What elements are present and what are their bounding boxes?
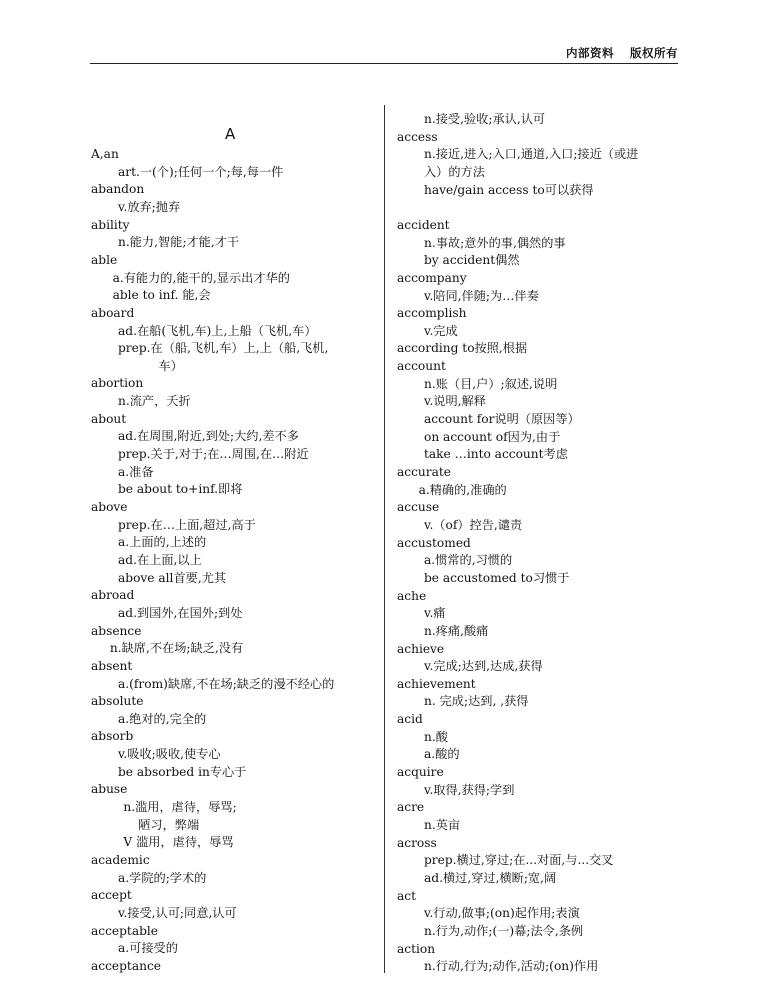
entry-definition: v.（of）控告,谴责	[424, 517, 523, 532]
entry-headword: abortion	[91, 376, 144, 391]
entry-headword: accident	[397, 217, 450, 232]
entry-definition: a.上面的,上述的	[118, 535, 207, 550]
entry-definition: have/gain access to可以获得	[424, 182, 594, 197]
entry-definition: n.账（目,户）;叙述,说明	[424, 376, 558, 391]
entry-definition: prep.在…上面,超过,高于	[118, 517, 256, 532]
entry-headword: abroad	[91, 588, 135, 603]
entry-headword: acre	[397, 800, 425, 815]
entry-headword: accurate	[397, 465, 451, 479]
entry-definition: by accident偶然	[424, 253, 520, 268]
entry-headword: acid	[397, 712, 423, 727]
entry-headword: accuse	[397, 500, 440, 515]
entry-definition: n. 完成;达到, ,获得	[424, 694, 529, 709]
entry-definition: a.有能力的,能干的,显示出才华的	[112, 270, 290, 285]
entry-definition: n.英亩	[424, 818, 461, 832]
header-copyright: 版权所有	[630, 46, 678, 60]
entry-definition: ad.在周围,附近,到处;大约,差不多	[118, 429, 299, 444]
entry-definition: n.行为,动作;(一)幕;法令,条例	[424, 923, 584, 938]
entry-definition: v.完成	[424, 323, 458, 338]
entry-definition: ad.横过,穿过,横断;宽,阔	[424, 870, 557, 885]
entry-headword: about	[91, 411, 127, 426]
entry-definition: ad.到国外,在国外;到处	[118, 605, 243, 620]
entry-definition: ad.在上面,以上	[118, 552, 202, 567]
entry-definition: v.痛	[424, 606, 446, 621]
entry-definition: art.一(个);任何一个;每,每一件	[118, 164, 284, 179]
entry-definition: n.流产，夭折	[118, 394, 191, 409]
entry-definition: v.陪同,伴随;为…伴奏	[424, 288, 539, 303]
entry-headword: act	[397, 888, 416, 903]
entry-headword: ability	[91, 217, 130, 232]
entry-definition: n.接近,进入;入口,通道,入口;接近（或进	[424, 147, 639, 162]
entry-definition: n.行动,行为;动作,活动;(on)作用	[424, 959, 599, 974]
entry-headword: A,an	[91, 147, 119, 161]
entry-definition: prep.关于,对于;在…周围,在…附近	[118, 447, 309, 462]
entry-headword: across	[397, 835, 437, 850]
entry-headword: abuse	[91, 782, 128, 797]
entry-headword: according to按照,根据	[397, 341, 528, 356]
entry-definition: be about to+inf.即将	[118, 482, 243, 497]
entry-definition: a.酸的	[424, 747, 460, 762]
page-header	[0, 0, 768, 70]
entry-headword: accompany	[397, 270, 467, 285]
entry-definition: n.能力,智能;才能,才干	[118, 235, 240, 250]
header-label	[566, 45, 678, 61]
entry-definition: v.行动,做事;(on)起作用;表演	[424, 906, 580, 921]
entry-definition: a.绝对的,完全的	[118, 711, 207, 726]
entry-headword: action	[397, 941, 436, 956]
entry-definition: n.滥用，虐待，辱骂;	[123, 800, 237, 815]
entry-headword: accept	[91, 888, 132, 903]
header-internal: 内部资料	[566, 46, 614, 60]
entry-headword: academic	[91, 853, 150, 867]
entry-headword: acceptance	[91, 958, 161, 973]
entry-definition: prep.在（船,飞机,车）上,上（船,飞机,	[118, 341, 329, 356]
entry-definition: 入）的方法	[424, 164, 485, 179]
entry-headword: ache	[397, 588, 427, 603]
entry-headword: accustomed	[397, 535, 471, 550]
entry-definition: take …into account考虑	[424, 447, 568, 462]
entry-headword: accomplish	[397, 306, 467, 321]
entry-definition: 陋习，弊端	[138, 817, 200, 832]
entry-definition: on account of因为,由于	[424, 429, 561, 444]
entry-definition: v.完成;达到,达成,获得	[424, 659, 543, 674]
entry-definition: a.可接受的	[118, 941, 178, 956]
entry-definition: a.学院的;学术的	[118, 870, 207, 885]
entry-headword: absorb	[91, 729, 134, 744]
column-divider	[384, 105, 385, 973]
entry-definition: a.精确的,准确的	[418, 482, 507, 497]
entry-definition: ad.在船(飞机,车)上,上船（飞机,车）	[118, 323, 317, 338]
entry-definition: a.准备	[118, 464, 154, 479]
header-rule	[90, 63, 678, 64]
entry-headword: acceptable	[91, 923, 159, 938]
entry-definition: n.接受,验收;承认,认可	[424, 112, 546, 126]
entry-headword: access	[397, 129, 438, 144]
entry-headword: account	[397, 359, 446, 374]
entry-headword: aboard	[91, 305, 135, 320]
entry-headword: absolute	[91, 694, 144, 709]
entry-headword: achieve	[397, 641, 445, 656]
entry-headword: acquire	[397, 765, 444, 780]
entry-headword: able	[91, 252, 118, 267]
entry-definition: account for说明（原因等）	[424, 412, 580, 427]
entry-definition: v.取得,获得;学到	[424, 782, 515, 797]
entry-headword: abandon	[91, 182, 145, 197]
entry-definition: a.(from)缺席,不在场;缺乏的漫不经心的	[118, 676, 335, 691]
entry-definition: v.吸收;吸收,使专心	[118, 747, 221, 762]
entry-definition: v.放弃;抛弃	[118, 199, 181, 214]
entry-definition: above all首要,尤其	[118, 570, 227, 585]
entry-definition: v.接受,认可;同意,认可	[118, 905, 237, 920]
entry-definition: able to inf. 能,会	[112, 288, 211, 303]
entry-definition: a.惯常的,习惯的	[424, 553, 513, 568]
entry-headword: absence	[91, 623, 142, 638]
entry-definition: be absorbed in专心于	[118, 764, 247, 779]
entry-definition: n.酸	[424, 729, 448, 744]
entry-definition: v.说明,解释	[424, 394, 486, 409]
entry-definition: n.疼痛,酸痛	[424, 623, 489, 638]
entry-definition: V 滥用，虐待，辱骂	[123, 835, 234, 850]
entry-definition: n.缺席,不在场;缺乏,没有	[109, 641, 244, 656]
entry-headword: achievement	[397, 676, 476, 691]
entry-definition: n.事故;意外的事,偶然的事	[424, 235, 566, 250]
entry-definition: be accustomed to习惯于	[424, 570, 570, 585]
entry-definition: 车）	[158, 358, 183, 373]
section-letter: A	[225, 125, 236, 143]
entry-headword: above	[91, 500, 128, 514]
entry-headword: absent	[91, 658, 133, 673]
entry-definition: prep.横过,穿过;在...对面,与...交叉	[424, 853, 614, 868]
